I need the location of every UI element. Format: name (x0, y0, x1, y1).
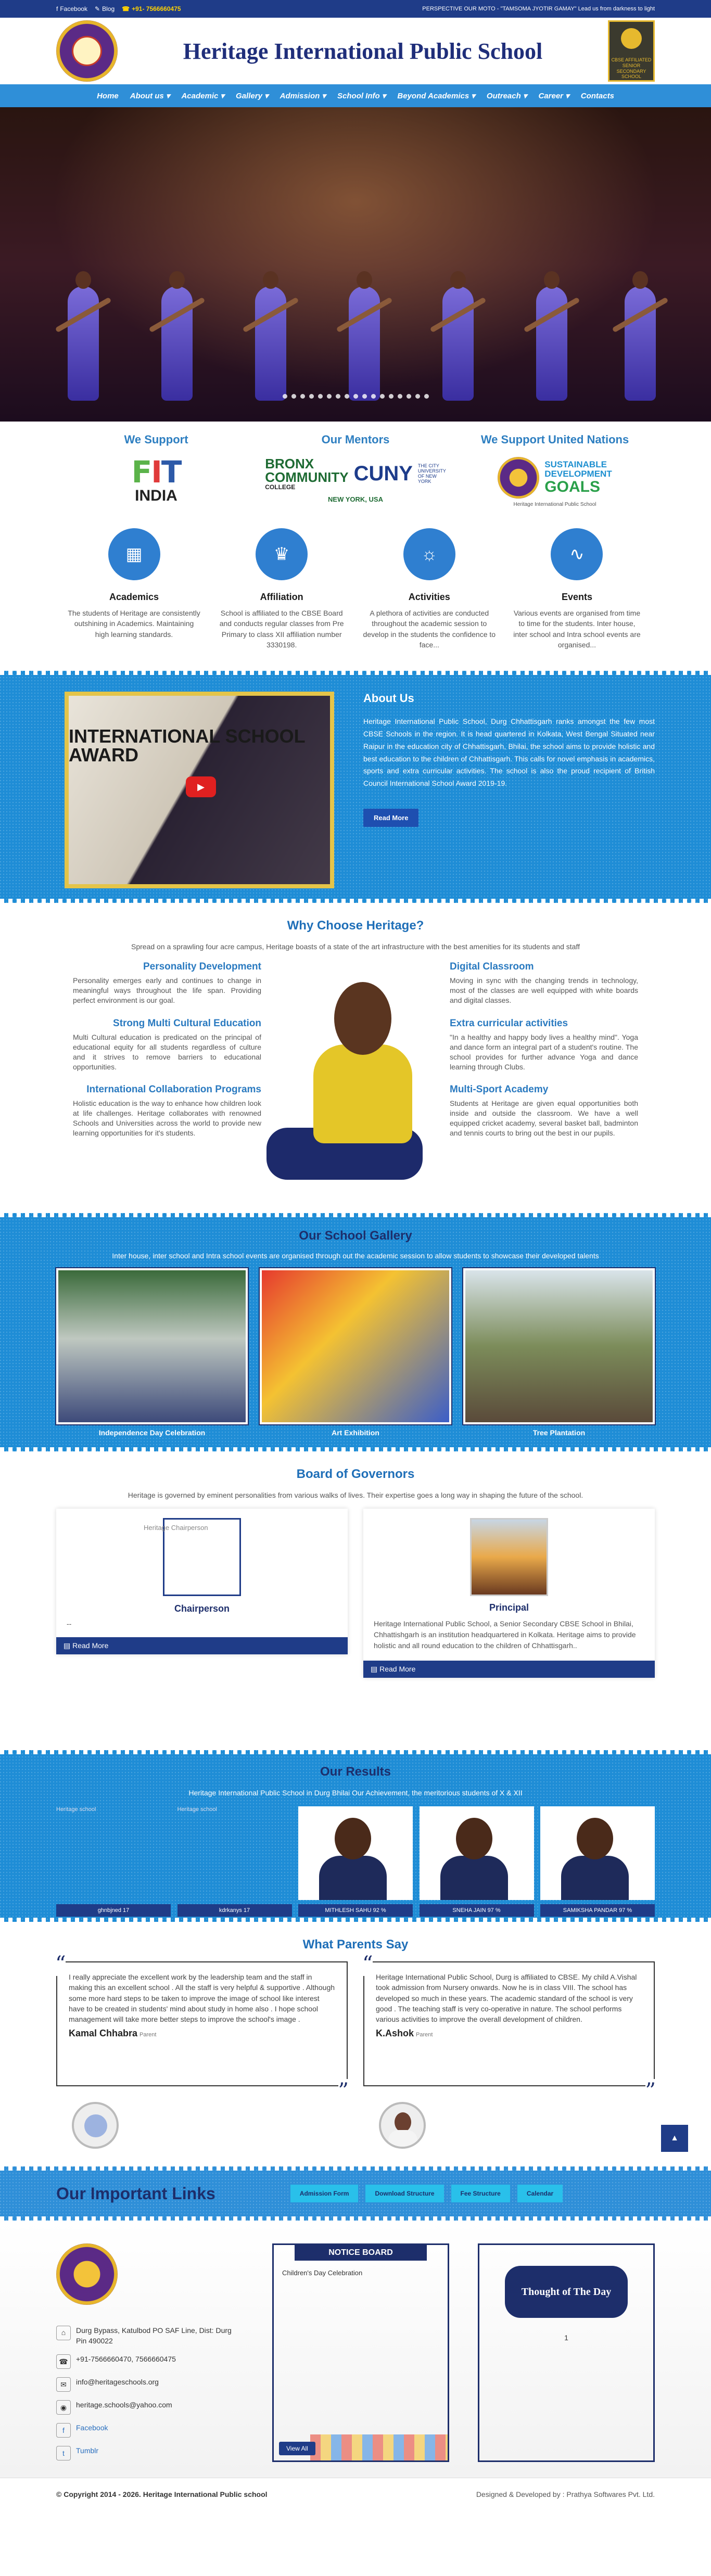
building-icon[interactable]: ▦ (108, 528, 160, 580)
header (0, 18, 711, 84)
school-logo (498, 457, 539, 499)
dancer-figure (437, 245, 479, 401)
chevron-down-icon: ▾ (264, 92, 269, 100)
certificate-icon[interactable]: ♛ (256, 528, 308, 580)
tumblr-icon: t (56, 2446, 71, 2460)
we-support-heading: We Support (124, 433, 188, 446)
nav-contacts[interactable]: Contacts (580, 91, 614, 100)
feature-affiliation: ♛ Affiliation School is affiliated to the CBSE Board and conducts regular classes from Pre Primary to class XII affiliation number 3330198. (215, 528, 348, 650)
award-banner-text: INTERNATIONAL SCHOOL AWARD (69, 725, 306, 766)
un-heading: We Support United Nations (480, 433, 629, 446)
phone-link[interactable]: ☎ +91- 7566660475 (122, 5, 181, 12)
mentor-logos[interactable]: BRONX COMMUNITY COLLEGE CUNY THE CITY UNIVERSITY OF NEW YORK (265, 456, 446, 491)
dancer-figure (250, 245, 291, 401)
facebook-link[interactable]: f Facebook (56, 2423, 244, 2438)
principal-read-more-button[interactable]: ▤ Read More (363, 1661, 655, 1678)
principal-photo (470, 1518, 548, 1596)
download-structure-button[interactable]: Download Structure (365, 2185, 443, 2202)
copyright: © Copyright 2014 - 2026. Heritage International Public school (56, 2490, 268, 2498)
footer-contact (56, 2243, 244, 2478)
mentor-location: NEW YORK, USA (328, 495, 383, 503)
chevron-down-icon: ▾ (523, 92, 527, 100)
results-intro: Heritage International Public School in Durg Bhilai Our Achievement, the meritorious students of X & XII (188, 1789, 523, 1797)
about-section (0, 671, 711, 903)
results-title: Our Results (320, 1765, 391, 1779)
tumblr-link[interactable]: t Tumblr (56, 2446, 244, 2460)
school-title: Heritage International Public School (183, 38, 543, 64)
slider-dot[interactable] (345, 394, 349, 399)
chevron-down-icon: ▾ (220, 92, 225, 100)
nav-admission[interactable]: Admission ▾ (280, 92, 326, 100)
feature-events: ∿ Events Various events are organised from time to time for the students. Inter house, inter school and Intra school events are organised... (511, 528, 643, 650)
email-link[interactable]: ✉ info@heritageschools.org (56, 2377, 244, 2392)
result-item[interactable]: Heritage school kdrkanys 17 (177, 1806, 292, 1917)
bottom-bar (0, 2478, 711, 2510)
slider-dot[interactable] (362, 394, 367, 399)
play-icon[interactable]: ▶ (186, 776, 216, 797)
why-left-col: Personality Development Personality emerges early and continues to change in meaningful ways throughout the life span. Providing perfect environment is our goal. Strong Multi Cultural Education Multi Cultural education is predicated on the principal of educational equity for all students regardless of culture and it strives to remove barriers to educational opportunities. International Collaboration Programs Holistic education is the way to enhance how children look at life challenges. Heritage collaborates with renowned Schools and Universities across the world to provide new learning opportunities for it's students. (73, 961, 261, 1138)
blog-icon: ✎ (95, 5, 100, 12)
scroll-to-top-button[interactable] (661, 2125, 688, 2152)
feature-activities: ☼ Activities A plethora of activities are conducted throughout the academic session to develop in the students the confidence to face... (363, 528, 496, 650)
activity-icon[interactable]: ☼ (403, 528, 455, 580)
slider-dots (0, 394, 711, 399)
chevron-up-icon: ▲ (670, 2134, 679, 2143)
dancer-figure (531, 245, 573, 401)
notice-item[interactable]: Children's Day Celebration (282, 2269, 363, 2277)
gallery-item[interactable]: Tree Plantation (463, 1268, 655, 1437)
top-bar (0, 0, 711, 18)
slider-dot[interactable] (371, 394, 376, 399)
result-item[interactable]: Heritage school ghnbjned 17 (56, 1806, 171, 1917)
slider-dot[interactable] (380, 394, 385, 399)
thought-title: Thought of The Day (505, 2266, 628, 2318)
nav-academic[interactable]: Academic ▾ (181, 92, 225, 100)
why-right-col: Digital Classroom Moving in sync with the changing trends in technology, most of the classes are well equipped with white boards and digital classes. Extra curricular activities "In a healthy and happy body lives a healthy mind". Yoga and dance form an integral part of a student's routine. The school provides for further advance Yoga and dance learning through Clubs. Multi-Sport Academy Students at Heritage are given equal opportunities both inside and outside the classroom. We have a well equipped cricket academy, several basket ball, badminton and tennis courts to bring out the best in our pupils. (450, 961, 638, 1138)
developer-credit[interactable]: Designed & Developed by : Prathya Softwares Pvt. Ltd. (476, 2490, 655, 2498)
chevron-down-icon: ▾ (382, 92, 386, 100)
board-intro: Heritage is governed by eminent personalities from various walks of lives. Their expertise goes a long way in shaping the future of the school. (128, 1491, 583, 1500)
nav-about[interactable]: About us ▾ (130, 92, 170, 100)
result-item[interactable]: MITHLESH SAHU 92 % (298, 1806, 413, 1917)
email-link[interactable]: ◉ heritage.schools@yahoo.com (56, 2400, 244, 2415)
avatar (72, 2102, 119, 2149)
phone-icon: ☎ (56, 2354, 71, 2369)
slider-dot[interactable] (327, 394, 332, 399)
important-links-title: Our Important Links (56, 2184, 215, 2203)
chairperson-card: Heritage Chairperson Chairperson -- ▤ Read More (56, 1509, 348, 1654)
phone[interactable]: ☎ +91-7566660470, 7566660475 (56, 2354, 244, 2369)
gallery-title: Our School Gallery (299, 1229, 412, 1243)
why-title: Why Choose Heritage? (287, 919, 424, 933)
slider-dot[interactable] (300, 394, 305, 399)
nav-outreach[interactable]: Outreach ▾ (486, 92, 527, 100)
facebook-link[interactable]: f Facebook (56, 5, 88, 12)
dancer-figure (156, 245, 198, 401)
testimonial-card: “ Heritage International Public School, Durg is affiliated to CBSE. My child A.Vishal took admission from Nursery onwards. Now he is in class VIII. The school has developed so much in these years. The academic standard of the school is very good . The teaching staff is very co-operative in nature. The school performs various activities to improve the overall development of children. K.Ashok Parent ” (363, 1961, 655, 2149)
thought-text: 1 (564, 2333, 568, 2342)
mentors-heading: Our Mentors (321, 433, 390, 446)
chairperson-photo: Heritage Chairperson (163, 1518, 241, 1596)
chevron-down-icon: ▾ (565, 92, 569, 100)
avatar (379, 2102, 426, 2149)
bronx-logo: BRONX COMMUNITY COLLEGE (265, 456, 349, 491)
calendar-button[interactable]: Calendar (517, 2185, 563, 2202)
board-section (0, 1451, 711, 1750)
about-text: Heritage International Public School, Durg Chhattisgarh ranks amongst the few most CBSE Schools in the region. It is head quartered in Kolkata, West Bengal Situated near Raipur in the education city of Chhattisgarh, Bhilai, the school aims to provide holistic and best education to the children of Chhattisgarh. This calls for novel emphasis in academics, sports and extra curricular activities. The school is also the proud recipient of British Council International School Award 2019-19. (363, 717, 655, 788)
mentors-col (267, 433, 444, 507)
chairperson-read-more-button[interactable]: ▤ Read More (56, 1637, 348, 1654)
thought-of-day (478, 2243, 655, 2462)
slider-dot[interactable] (318, 394, 323, 399)
principal-card: Principal Heritage International Public School, a Senior Secondary CBSE School in Bhilai, Chhattishgarh is an institution headquartered in Kolkata. Heritage aims to provide holistic and all round education to the children of Chhattisgarh.. ▤ Read More (363, 1509, 655, 1678)
slider-dot[interactable] (415, 394, 420, 399)
book-icon: ▤ (64, 1641, 71, 1650)
chevron-down-icon: ▾ (322, 92, 326, 100)
gallery-item[interactable]: Art Exhibition (260, 1268, 451, 1437)
hero-slider[interactable] (0, 107, 711, 422)
facebook-icon: f (56, 5, 58, 12)
chevron-down-icon: ▾ (166, 92, 170, 100)
fit-india-logo[interactable]: FIT (131, 454, 181, 490)
result-item[interactable]: SAMIKSHA PANDAR 97 % (540, 1806, 655, 1917)
testimonial-card: “ I really appreciate the excellent work by the leadership team and the staff in making this an excellent school . All the staff is very helpful & supportive . Although some more hard steps to be taken to improve the image of school like interest have to be created in students' mind about study in home also . I hope school management will take more better steps to improve the school's image . Kamal Chhabra Parent ” (56, 1961, 348, 2149)
slider-dot[interactable] (398, 394, 402, 399)
about-content (363, 692, 655, 827)
board-title: Board of Governors (296, 1467, 415, 1482)
phone-icon: ☎ (122, 5, 130, 12)
about-read-more-button[interactable]: Read More (363, 809, 418, 827)
fee-structure-button[interactable]: Fee Structure (451, 2185, 510, 2202)
gallery-section (0, 1213, 711, 1451)
important-links-section (0, 2166, 711, 2221)
pulse-icon[interactable]: ∿ (551, 528, 603, 580)
slider-dot[interactable] (353, 394, 358, 399)
book-icon: ▤ (371, 1665, 378, 1674)
mail-icon: ✉ (56, 2377, 71, 2392)
slider-dot[interactable] (283, 394, 287, 399)
results-section (0, 1750, 711, 1922)
features-section (0, 507, 711, 671)
slider-dot[interactable] (389, 394, 393, 399)
facebook-icon: f (56, 2423, 71, 2438)
cbse-badge: CBSE AFFILIATED SENIOR SECONDARY SCHOOL (608, 20, 655, 82)
main-nav (0, 84, 711, 107)
home-icon: ⌂ (56, 2326, 71, 2340)
why-intro: Spread on a sprawling four acre campus, Heritage boasts of a state of the art infrastructure with the best amenities for its students and staff (131, 942, 580, 951)
about-video[interactable] (65, 692, 334, 888)
about-title: About Us (363, 692, 414, 705)
testimonials-title: What Parents Say (302, 1937, 409, 1952)
dancer-figure (619, 245, 661, 401)
nav-beyond-academics[interactable]: Beyond Academics ▾ (397, 92, 475, 100)
un-col: We Support United Nations SUSTAINABLE DEVELOPMENT GOALS Heritage International Public School (466, 433, 643, 507)
we-support-col: We Support FIT INDIA (68, 433, 245, 507)
cuny-logo: CUNY (353, 462, 413, 485)
address: ⌂ Durg Bypass, Katulbod PO SAF Line, Dist: Durg Pin 490022 (56, 2326, 244, 2346)
sdg-logo[interactable]: SUSTAINABLE DEVELOPMENT GOALS (466, 457, 643, 499)
dancer-figure (62, 245, 104, 401)
nav-home[interactable]: Home (97, 91, 119, 100)
nav-gallery[interactable]: Gallery ▾ (236, 92, 269, 100)
slider-dot[interactable] (336, 394, 340, 399)
notice-board-title: NOTICE BOARD (295, 2245, 427, 2261)
notice-board (272, 2243, 449, 2462)
support-section (0, 422, 711, 507)
view-all-button[interactable]: View All (279, 2442, 315, 2455)
chevron-down-icon: ▾ (471, 92, 475, 100)
school-logo[interactable] (56, 2243, 118, 2305)
admission-form-button[interactable]: Admission Form (290, 2185, 359, 2202)
footer (0, 2221, 711, 2478)
dancer-figure (344, 245, 385, 401)
blog-link[interactable]: ✎ Blog (95, 5, 115, 12)
result-item[interactable]: SNEHA JAIN 97 % (420, 1806, 534, 1917)
why-choose-section (0, 903, 711, 1213)
feature-academics: ▦ Academics The students of Heritage are consistently outshining in Academics. Maintaining high learning standards. (68, 528, 200, 650)
slider-dot[interactable] (407, 394, 411, 399)
globe-icon: ◉ (56, 2400, 71, 2415)
nav-career[interactable]: Career ▾ (538, 92, 569, 100)
slider-dot[interactable] (424, 394, 429, 399)
motto-ticker: PERSPECTIVE OUR MOTO - "TAMSOMA JYOTIR GAMAY" Lead us from darkness to light (422, 6, 655, 12)
slider-dot[interactable] (291, 394, 296, 399)
testimonials-section (0, 1922, 711, 2166)
student-image (261, 961, 450, 1206)
gallery-intro: Inter house, inter school and Intra school events are organised through out the academic session to allow students to showcase their developed talents (112, 1252, 599, 1260)
gallery-item[interactable]: Independence Day Celebration (56, 1268, 248, 1437)
school-logo[interactable] (56, 20, 118, 82)
nav-school-info[interactable]: School Info ▾ (337, 92, 386, 100)
slider-dot[interactable] (309, 394, 314, 399)
